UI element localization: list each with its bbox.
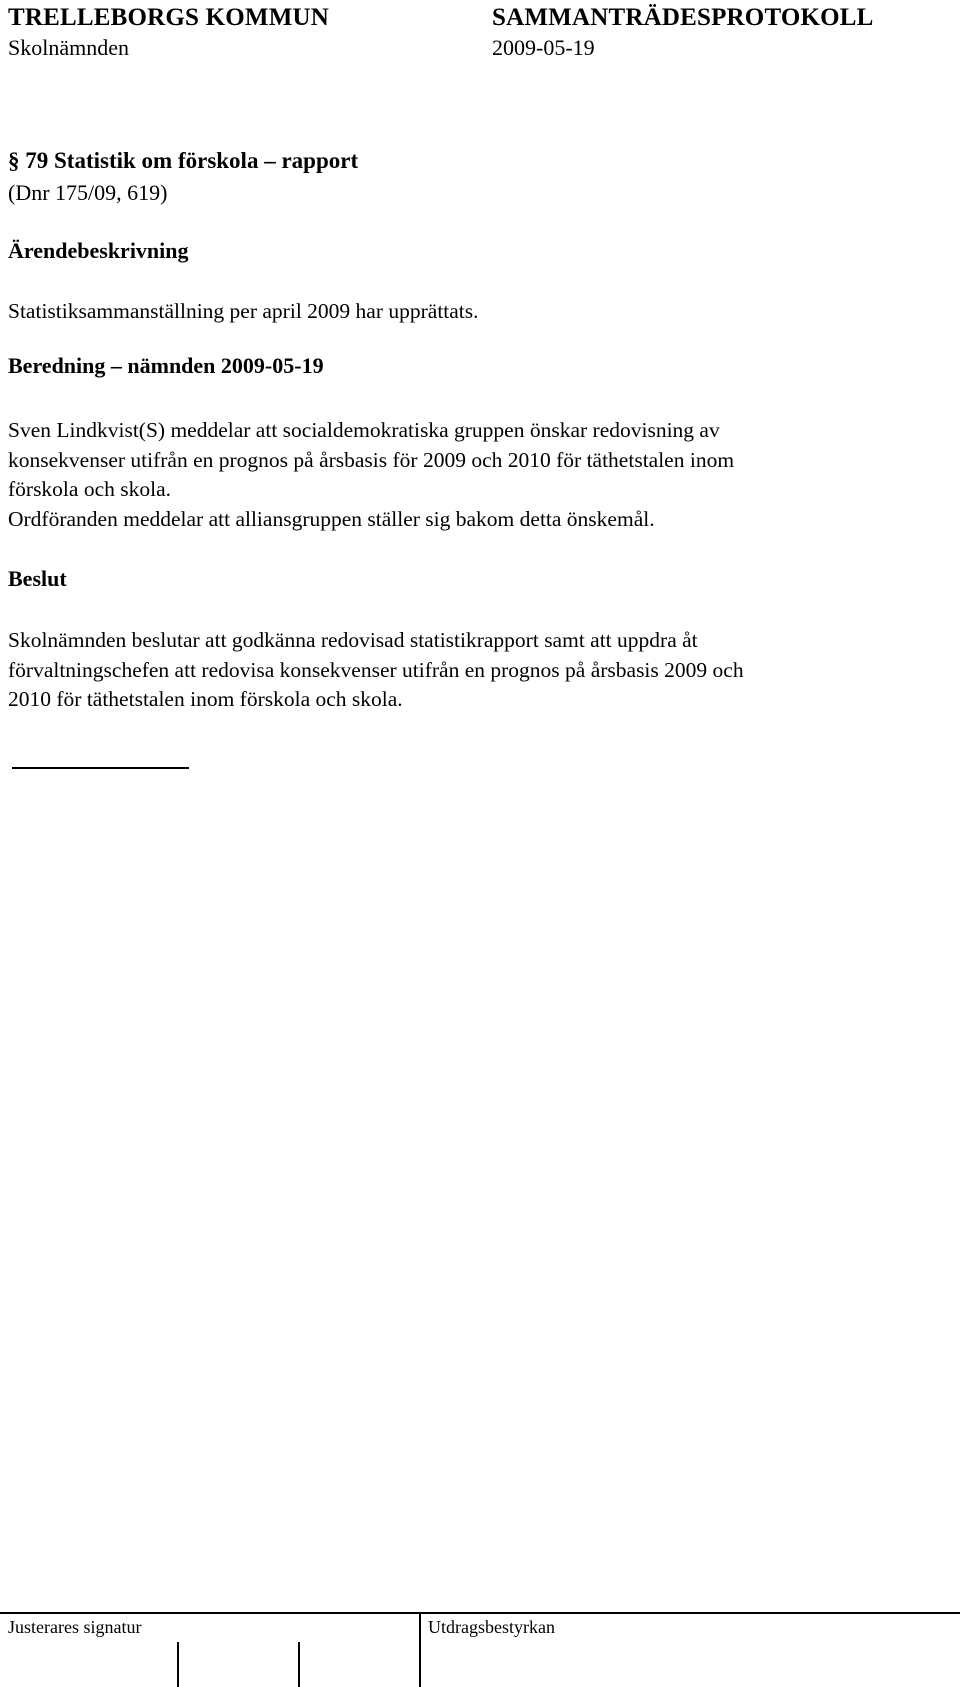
item-dnr: (Dnr 175/09, 619) xyxy=(8,180,168,205)
beredning-text xyxy=(8,416,938,534)
item-title: 79 Statistik om förskola – rapport xyxy=(25,148,359,173)
footer-signature-label: Justerares signatur xyxy=(8,1617,142,1637)
footer-top-rule xyxy=(0,1612,960,1614)
beslut-line: förvaltningschefen att redovisa konsekvenser utifrån en prognos på årsbasis 2009 och xyxy=(8,657,744,682)
beslut-heading: Beslut xyxy=(8,566,67,591)
arendebeskrivning-text: Statistiksammanställning per april 2009 har upprättats. xyxy=(8,299,479,323)
beredning-line: konsekvenser utifrån en prognos på årsbasis för 2009 och 2010 för täthetstalen inom xyxy=(8,447,735,472)
end-rule xyxy=(12,767,189,769)
beredning-line: Ordföranden meddelar att alliansgruppen ställer sig bakom detta önskemål. xyxy=(8,506,655,531)
beslut-line: 2010 för täthetstalen inom förskola och skola. xyxy=(8,687,403,711)
signature-box-divider xyxy=(298,1642,300,1687)
footer-divider xyxy=(419,1612,421,1687)
header-org: TRELLEBORGS KOMMUN xyxy=(8,4,329,31)
beredning-line: Sven Lindkvist(S) meddelar att socialdemokratiska gruppen önskar redovisning av xyxy=(8,418,720,442)
item-title-row xyxy=(8,148,358,174)
section-symbol: § xyxy=(8,148,20,173)
footer-extract-label: Utdragsbestyrkan xyxy=(428,1617,555,1637)
beslut-line: Skolnämnden beslutar att godkänna redovisad statistikrapport samt att uppdra åt xyxy=(8,628,698,652)
beredning-heading: Beredning – nämnden 2009-05-19 xyxy=(8,353,324,378)
arendebeskrivning-heading: Ärendebeskrivning xyxy=(8,238,189,263)
header-body: Skolnämnden xyxy=(8,35,129,60)
signature-box-divider xyxy=(177,1642,179,1687)
header-doc-type: SAMMANTRÄDESPROTOKOLL xyxy=(492,4,874,31)
beredning-line: förskola och skola. xyxy=(8,477,172,501)
header-date: 2009-05-19 xyxy=(492,35,595,60)
beslut-text xyxy=(8,626,938,715)
